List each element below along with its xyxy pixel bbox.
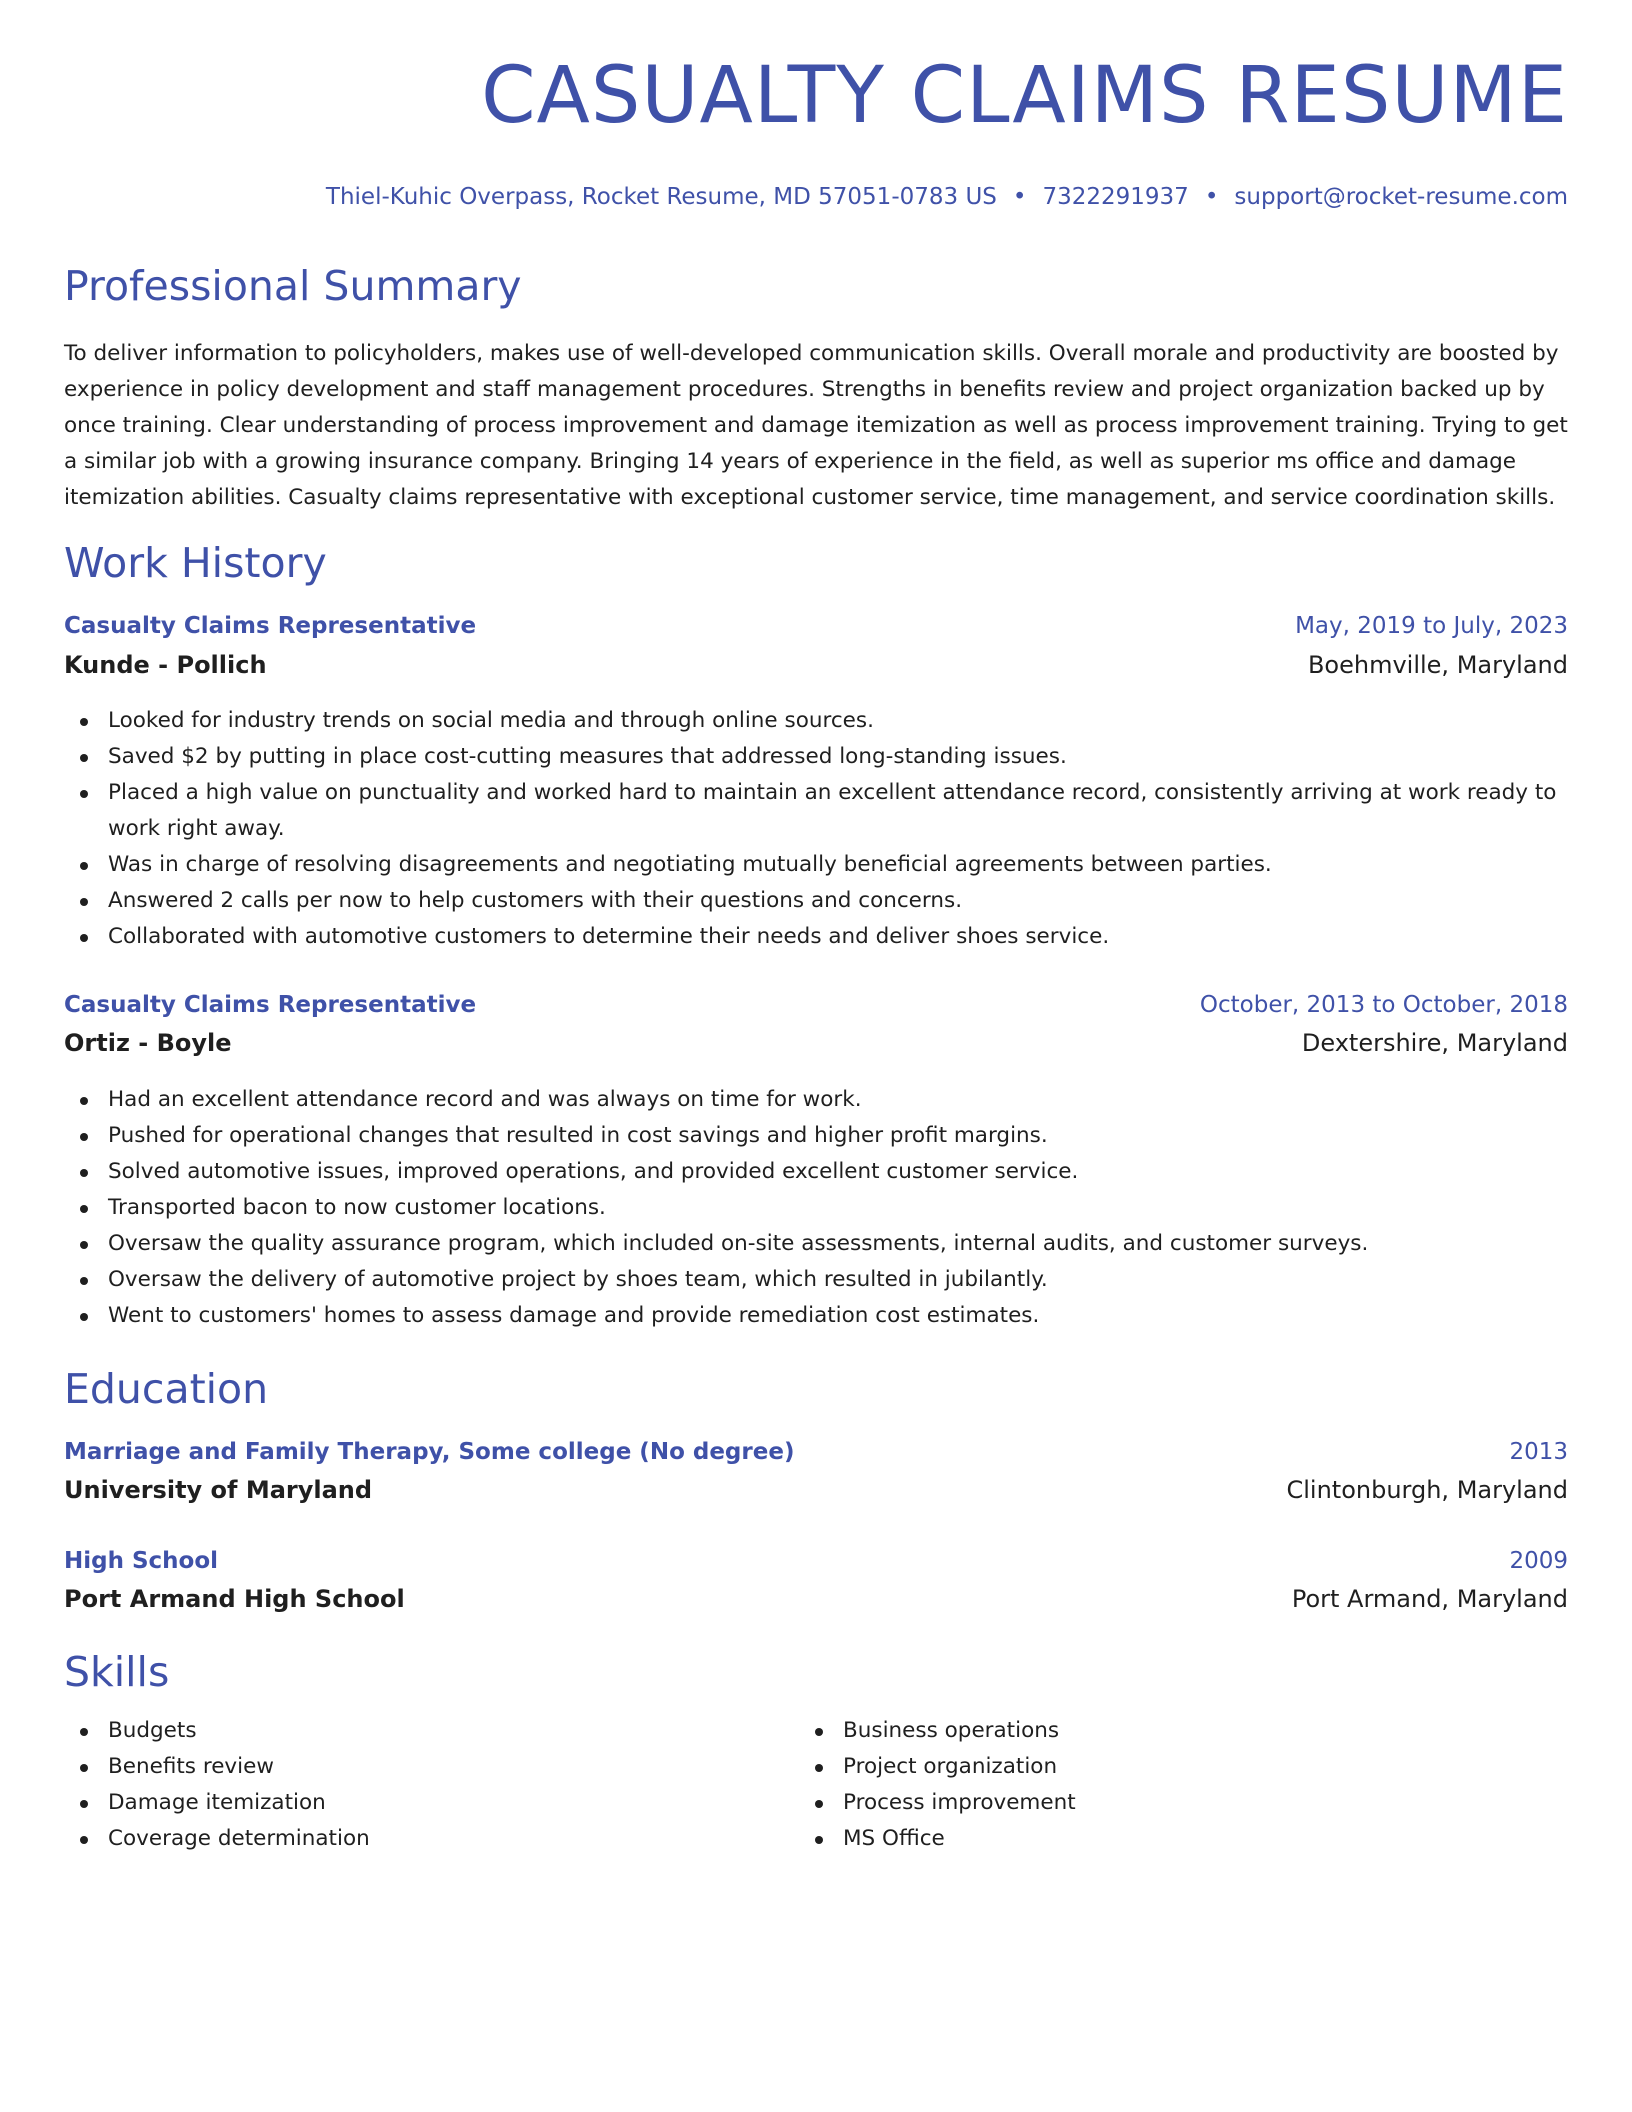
education-header — [64, 1544, 1568, 1578]
list-item: Oversaw the delivery of automotive project by shoes team, which resulted in jubilantly. — [64, 1262, 1568, 1298]
list-item: Had an excellent attendance record and was always on time for work. — [64, 1082, 1568, 1118]
contact-separator: • — [1204, 184, 1219, 210]
skill-item: Benefits review — [64, 1749, 1568, 1785]
list-item: Collaborated with automotive customers to determine their needs and deliver shoes service. — [64, 919, 1568, 955]
job-title: Casualty Claims Representative — [64, 613, 477, 639]
education-year: 2009 — [1509, 1548, 1568, 1574]
job-dates: May, 2019 to July, 2023 — [1295, 613, 1568, 639]
company-name: Ortiz - Boyle — [64, 1029, 232, 1057]
list-item: Pushed for operational changes that resulted in cost savings and higher profit margins. — [64, 1118, 1568, 1154]
degree-name: High School — [64, 1548, 219, 1574]
job-bullets — [64, 703, 1568, 955]
work-history-heading: Work History — [64, 539, 327, 587]
job-bullets — [64, 1082, 1568, 1334]
school-name: Port Armand High School — [64, 1585, 405, 1613]
education-school-row — [64, 1473, 1568, 1507]
skill-item: Project organization — [799, 1749, 1632, 1785]
list-item: Placed a high value on punctuality and worked hard to maintain an excellent attendance record, consistently arriving at work ready to work right away. — [64, 775, 1568, 847]
resume-title: CASUALTY CLAIMS RESUME — [481, 51, 1568, 141]
email-address: support@rocket-resume.com — [1234, 184, 1568, 210]
list-item: Looked for industry trends on social media and through online sources. — [64, 703, 1568, 739]
list-item: Went to customers' homes to assess damage and provide remediation cost estimates. — [64, 1298, 1568, 1334]
education-heading: Education — [64, 1365, 269, 1413]
education-year: 2013 — [1509, 1439, 1568, 1465]
school-name: University of Maryland — [64, 1476, 373, 1504]
education-header — [64, 1435, 1568, 1469]
list-item: Solved automotive issues, improved operations, and provided excellent customer service. — [64, 1154, 1568, 1190]
address: Thiel-Kuhic Overpass, Rocket Resume, MD 57051-0783 US — [325, 184, 997, 210]
education-school-row — [64, 1582, 1568, 1616]
summary-heading: Professional Summary — [64, 262, 522, 310]
skill-item: Budgets — [64, 1713, 1568, 1749]
skills-list-right — [799, 1713, 1632, 1857]
skills-heading: Skills — [64, 1648, 170, 1696]
skill-item: MS Office — [799, 1821, 1632, 1857]
contact-separator: • — [1012, 184, 1027, 210]
company-name: Kunde - Pollich — [64, 651, 267, 679]
school-location: Port Armand, Maryland — [1291, 1585, 1568, 1613]
job-header — [64, 988, 1568, 1022]
job-header — [64, 609, 1568, 643]
job-company-row — [64, 1026, 1568, 1060]
job-company-row — [64, 648, 1568, 682]
list-item: Saved $2 by putting in place cost-cutting measures that addressed long-standing issues. — [64, 739, 1568, 775]
school-location: Clintonburgh, Maryland — [1286, 1476, 1568, 1504]
list-item: Transported bacon to now customer locations. — [64, 1190, 1568, 1226]
contact-line — [326, 181, 1568, 213]
list-item: Answered 2 calls per now to help customers with their questions and concerns. — [64, 883, 1568, 919]
job-dates: October, 2013 to October, 2018 — [1199, 992, 1568, 1018]
skill-item: Business operations — [799, 1713, 1632, 1749]
degree-name: Marriage and Family Therapy, Some college (No degree) — [64, 1439, 795, 1465]
skill-item: Process improvement — [799, 1785, 1632, 1821]
summary-text: To deliver information to policyholders, makes use of well-developed communication skills. Overall morale and productivity are boosted by experience in policy development and staff management procedures. Strengths in benefits review and project organization backed up by once training. Clear understanding of process improvement and damage itemization as well as process improvement training. Trying to get a similar job with a growing insurance company. Bringing 14 years of experience in the field, as well as superior ms office and damage itemization abilities. Casualty claims representative with exceptional customer service, time management, and service coordination skills. — [64, 341, 1568, 510]
job-title: Casualty Claims Representative — [64, 992, 477, 1018]
list-item: Was in charge of resolving disagreements and negotiating mutually beneficial agreements between parties. — [64, 847, 1568, 883]
list-item: Oversaw the quality assurance program, which included on-site assessments, internal audits, and customer surveys. — [64, 1226, 1568, 1262]
phone-number: 7322291937 — [1042, 184, 1189, 210]
job-location: Dextershire, Maryland — [1301, 1029, 1568, 1057]
skill-item: Coverage determination — [64, 1821, 1568, 1857]
job-location: Boehmville, Maryland — [1307, 651, 1568, 679]
skill-item: Damage itemization — [64, 1785, 1568, 1821]
